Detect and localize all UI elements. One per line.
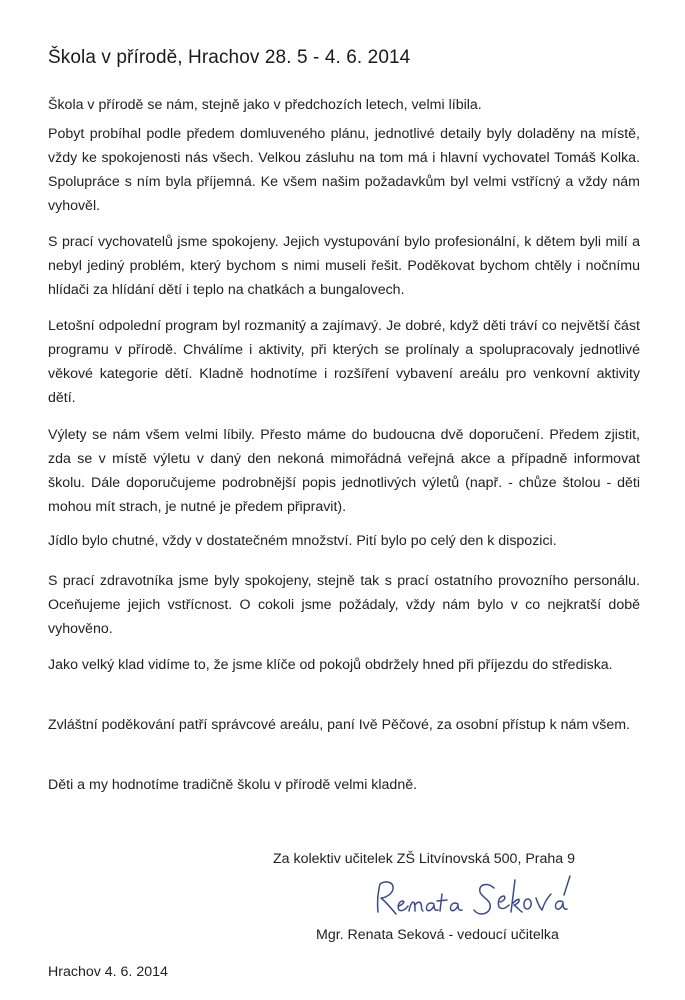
paragraph-educators: S prací vychovatelů jsme spokojeny. Jejich vystupování bylo profesionální, k dětem byli milí a nebyl jediný problém, který bychom s nimi museli řešit. Poděkovat bychom chtěly i nočnímu hlídači za hlídání dětí i teplo na chatkách a bungalovech. xyxy=(48,234,640,298)
paragraph-medic: S prací zdravotníka jsme byly spokojeny, stejně tak s prací ostatního provozního personálu. Oceňujeme jejich vstřícnost. O cokoli jsme požádaly, vždy nám bylo v co nejkratší době vyhověno. xyxy=(48,573,640,637)
document-title: Škola v přírodě, Hrachov 28. 5 - 4. 6. 2014 xyxy=(48,47,411,68)
paragraph-food: Jídlo bylo chutné, vždy v dostatečném množství. Pití bylo po celý den k dispozici. xyxy=(48,533,557,549)
place-and-date: Hrachov 4. 6. 2014 xyxy=(48,964,168,980)
paragraph-stay: Pobyt probíhal podle předem domluveného plánu, jednotlivé detaily byly doladěny na místě, vždy ke spokojenosti nás všech. Velkou zásluhu na tom má i hlavní vychovatel Tomáš Kolka. Spolupráce s ním byla příjemná. Ke všem našim požadavkům byl velmi vstřícný a vždy nám vyhověl. xyxy=(48,126,640,214)
paragraph-program: Letošní odpolední program byl rozmanitý a zajímavý. Je dobré, když děti tráví co největší část programu v přírodě. Chválíme i aktivity, při kterých se prolínaly a spolupracovaly jednotlivé věkové kategorie dětí. Kladně hodnotíme i rozšíření vybavení areálu pro venkovní aktivity dětí. xyxy=(48,318,640,406)
signatory-name-role: Mgr. Renata Seková - vedoucí učitelka xyxy=(316,927,559,943)
paragraph-intro: Škola v přírodě se nám, stejně jako v předchozích letech, velmi líbila. xyxy=(48,97,482,113)
paragraph-thanks: Zvláštní poděkování patří správcové areálu, paní Ivě Pěčové, za osobní přístup k nám všem. xyxy=(48,717,630,733)
signature-collective: Za kolektiv učitelek ZŠ Litvínovská 500, Praha 9 xyxy=(273,851,576,867)
paragraph-trips: Výlety se nám všem velmi líbily. Přesto máme do budoucna dvě doporučení. Předem zjistit, zda se v místě výletu v daný den nekoná mimořádná veřejná akce a případně informovat školu. Dále doporučujeme podrobnější popis jednotlivých výletů (např. - chůze štolou - děti mohou mít strach, je nutné je předem připravit). xyxy=(48,427,640,515)
handwritten-signature xyxy=(372,868,604,926)
paragraph-keys: Jako velký klad vidíme to, že jsme klíče od pokojů obdržely hned při příjezdu do střediska. xyxy=(48,657,613,673)
paragraph-conclusion: Děti a my hodnotíme tradičně školu v přírodě velmi kladně. xyxy=(48,777,418,793)
